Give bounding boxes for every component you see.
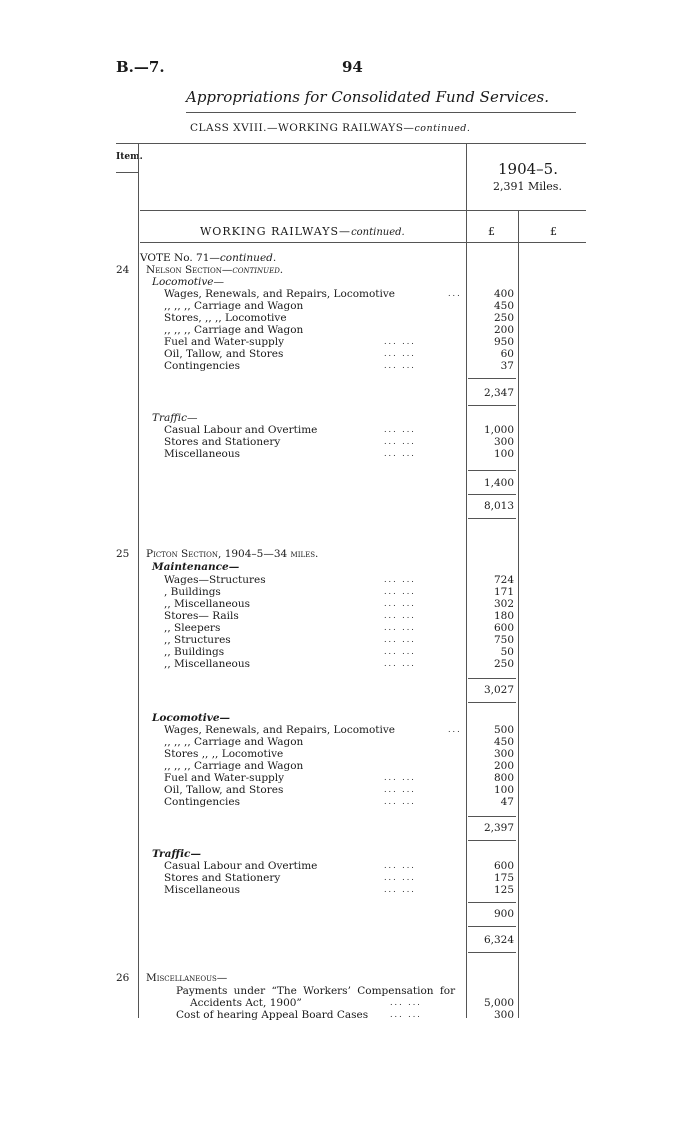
list-item: [176, 985, 464, 997]
line-text: Contingencies: [164, 796, 240, 808]
leader-dots: ... ...: [384, 773, 416, 782]
list-item: [164, 658, 464, 670]
line-text: Wages, Renewals, and Repairs, Locomotive: [164, 288, 396, 300]
list-item: [164, 424, 464, 436]
item-25-maintenance-head: Maintenance—: [152, 561, 240, 573]
vote-line: [140, 252, 458, 264]
leader-dots: ... ...: [384, 885, 416, 894]
subtotal-rule: [468, 405, 516, 406]
list-item: [164, 772, 464, 784]
page-title: Appropriations for Consolidated Fund Services.: [186, 88, 550, 106]
leader-dots: ... ...: [384, 425, 416, 434]
leader-dots: ... ...: [384, 785, 416, 794]
item-number-24: 24: [116, 264, 130, 276]
subtotal-rule: [468, 840, 516, 841]
pound-header-2: £: [550, 225, 557, 238]
line-text: ,, ,, ,, Carriage and Wagon: [164, 324, 304, 336]
item-25-locomotive-total: 2,397: [483, 822, 514, 834]
amount: 302: [493, 598, 514, 610]
line-text: Fuel and Water-supply: [164, 772, 285, 784]
line-text: Casual Labour and Overtime: [164, 424, 318, 436]
line-text: Stores, ,, ,, Locomotive: [164, 312, 287, 324]
line-text: ,, Sleepers: [164, 622, 221, 634]
amount: 125: [493, 884, 514, 896]
section-rule: [140, 242, 586, 243]
amount: 100: [493, 784, 514, 796]
title-rule: [186, 112, 576, 113]
leader-dots: ... ...: [384, 599, 416, 608]
list-item: [164, 736, 464, 748]
line-text: Cost of hearing Appeal Board Cases: [176, 1009, 369, 1021]
subtotal-rule: [468, 470, 516, 471]
line-text: Fuel and Water-supply: [164, 336, 285, 348]
item-header-underline: [116, 172, 138, 173]
list-item: [164, 436, 464, 448]
item-25-locomotive-head: Locomotive—: [152, 712, 231, 724]
leader-dots: ... ...: [384, 647, 416, 656]
vote-cont: continued.: [219, 252, 277, 264]
amount: 100: [493, 448, 514, 460]
document-reference: B.—7.: [116, 58, 165, 76]
subtotal-rule: [468, 816, 516, 817]
amount: 600: [493, 622, 514, 634]
item-25-traffic-total: 900: [493, 908, 514, 920]
item-number-26: 26: [116, 972, 130, 984]
line-text: ,, ,, ,, Carriage and Wagon: [164, 300, 304, 312]
leader-dots: ...: [448, 289, 462, 298]
item-24-traffic-total: 1,400: [483, 477, 514, 489]
section-title-cont: continued.: [351, 227, 405, 238]
class-heading-cont: continued.: [414, 123, 471, 134]
line-text: Stores— Rails: [164, 610, 239, 622]
amount: 37: [500, 360, 514, 372]
list-item: [164, 796, 464, 808]
amount: 300: [493, 748, 514, 760]
subtotal-rule: [468, 702, 516, 703]
pound-header-1: £: [488, 225, 495, 238]
amount: 175: [493, 872, 514, 884]
list-item: [164, 324, 464, 336]
amount: 450: [493, 736, 514, 748]
list-item: [164, 336, 464, 348]
line-text: Stores and Stationery: [164, 436, 281, 448]
item-24-total: 8,013: [483, 500, 514, 512]
line-text: ,, Miscellaneous: [164, 598, 251, 610]
leader-dots: ... ...: [390, 998, 422, 1007]
list-item: [164, 760, 464, 772]
leader-dots: ... ...: [384, 659, 416, 668]
amount: 200: [493, 760, 514, 772]
leader-dots: ... ...: [384, 623, 416, 632]
list-item: [164, 312, 464, 324]
list-item: [164, 622, 464, 634]
item-24-traffic-head: Traffic—: [152, 412, 198, 424]
amount: 200: [493, 324, 514, 336]
leader-dots: ... ...: [384, 437, 416, 446]
miles-header: 2,391 Miles.: [493, 180, 562, 193]
vote-label: VOTE No. 71—: [140, 252, 220, 264]
item-number-25: 25: [116, 548, 130, 560]
amount: 300: [493, 436, 514, 448]
line-text: Wages, Renewals, and Repairs, Locomotive: [164, 724, 396, 736]
line-text: Stores ,, ,, Locomotive: [164, 748, 284, 760]
list-item: [164, 634, 464, 646]
line-text: Oil, Tallow, and Stores: [164, 348, 284, 360]
list-item: [164, 448, 464, 460]
item-24-label: [146, 264, 464, 276]
year-header: 1904–5.: [498, 160, 558, 178]
amount: 50: [500, 646, 514, 658]
total-rule: [468, 518, 516, 519]
line-text: Contingencies: [164, 360, 240, 372]
item-25-maintenance-total: 3,027: [483, 684, 514, 696]
item-24-label-main: Nelson Section—: [146, 264, 233, 276]
header-rule: [116, 143, 586, 144]
item-24-locomotive-head: Locomotive—: [152, 276, 224, 288]
item-25-label: Picton Section, 1904–5—34 miles.: [146, 548, 319, 560]
leader-dots: ... ...: [384, 861, 416, 870]
amount: 171: [493, 586, 514, 598]
item-24-locomotive-total: 2,347: [483, 387, 514, 399]
list-item: [164, 884, 464, 896]
line-text: ,, ,, ,, Carriage and Wagon: [164, 736, 304, 748]
line-text: Miscellaneous: [164, 884, 241, 896]
leader-dots: ... ...: [384, 449, 416, 458]
list-item: [164, 288, 464, 300]
leader-dots: ... ...: [384, 337, 416, 346]
item-column-header: Item.: [116, 152, 143, 162]
leader-dots: ... ...: [384, 873, 416, 882]
list-item: [164, 574, 464, 586]
subtotal-rule: [468, 902, 516, 903]
list-item: [176, 1009, 464, 1021]
list-item: [164, 860, 464, 872]
item-24-label-cont: continued.: [232, 264, 284, 276]
leader-dots: ... ...: [384, 635, 416, 644]
line-text: ,, Miscellaneous: [164, 658, 251, 670]
list-item: [164, 646, 464, 658]
amount: 600: [493, 860, 514, 872]
line-text: Payments under “The Workers’ Compensation for: [176, 985, 456, 997]
amount: 500: [493, 724, 514, 736]
leader-dots: ...: [448, 725, 462, 734]
amount: 300: [493, 1009, 514, 1021]
line-text: ,, Structures: [164, 634, 231, 646]
item-25-traffic-head: Traffic—: [152, 848, 201, 860]
leader-dots: ... ...: [384, 361, 416, 370]
amount-column-divider: [466, 143, 467, 1018]
list-item: [164, 748, 464, 760]
subtotal-rule: [468, 378, 516, 379]
leader-dots: ... ...: [390, 1010, 422, 1019]
amount: 950: [493, 336, 514, 348]
list-item: [164, 300, 464, 312]
class-heading: [190, 122, 470, 134]
leader-dots: ... ...: [384, 349, 416, 358]
list-item: [164, 610, 464, 622]
line-text: ,, Buildings: [164, 646, 225, 658]
total-rule: [468, 952, 516, 953]
section-title: [200, 225, 405, 238]
subtotal-rule: [468, 926, 516, 927]
class-heading-main: CLASS XVIII.—WORKING RAILWAYS—: [190, 122, 415, 134]
total-column-divider: [518, 210, 519, 1018]
line-text: ,, ,, ,, Carriage and Wagon: [164, 760, 304, 772]
list-item: [164, 872, 464, 884]
line-text: Casual Labour and Overtime: [164, 860, 318, 872]
section-title-main: WORKING RAILWAYS—: [200, 225, 352, 238]
leader-dots: ... ...: [384, 611, 416, 620]
line-text: Miscellaneous: [164, 448, 241, 460]
amount: 47: [500, 796, 514, 808]
amount: 1,000: [483, 424, 514, 436]
subtotal-rule: [468, 678, 516, 679]
item-column-divider: [138, 143, 139, 1018]
leader-dots: ... ...: [384, 797, 416, 806]
amount: 450: [493, 300, 514, 312]
leader-dots: ... ...: [384, 575, 416, 584]
list-item: [164, 586, 464, 598]
amount: 724: [493, 574, 514, 586]
list-item: [164, 724, 464, 736]
line-text: Stores and Stationery: [164, 872, 281, 884]
list-item: [164, 360, 464, 372]
amount: 800: [493, 772, 514, 784]
amount: 180: [493, 610, 514, 622]
item-25-total: 6,324: [483, 934, 514, 946]
amount: 5,000: [483, 997, 514, 1009]
list-item: [164, 348, 464, 360]
list-item: [164, 784, 464, 796]
amount: 250: [493, 658, 514, 670]
item-26-label: Miscellaneous—: [146, 972, 228, 984]
line-text: , Buildings: [164, 586, 221, 598]
list-item: [190, 997, 464, 1009]
column-header-rule: [140, 210, 586, 211]
amount: 250: [493, 312, 514, 324]
line-text: Oil, Tallow, and Stores: [164, 784, 284, 796]
list-item: [164, 598, 464, 610]
amount: 750: [493, 634, 514, 646]
amount: 60: [500, 348, 514, 360]
line-text: Wages—Structures: [164, 574, 266, 586]
line-text: Accidents Act, 1900”: [190, 997, 302, 1009]
subtotal-rule: [468, 494, 516, 495]
leader-dots: ... ...: [384, 587, 416, 596]
amount: 400: [493, 288, 514, 300]
page-number: 94: [342, 58, 363, 76]
